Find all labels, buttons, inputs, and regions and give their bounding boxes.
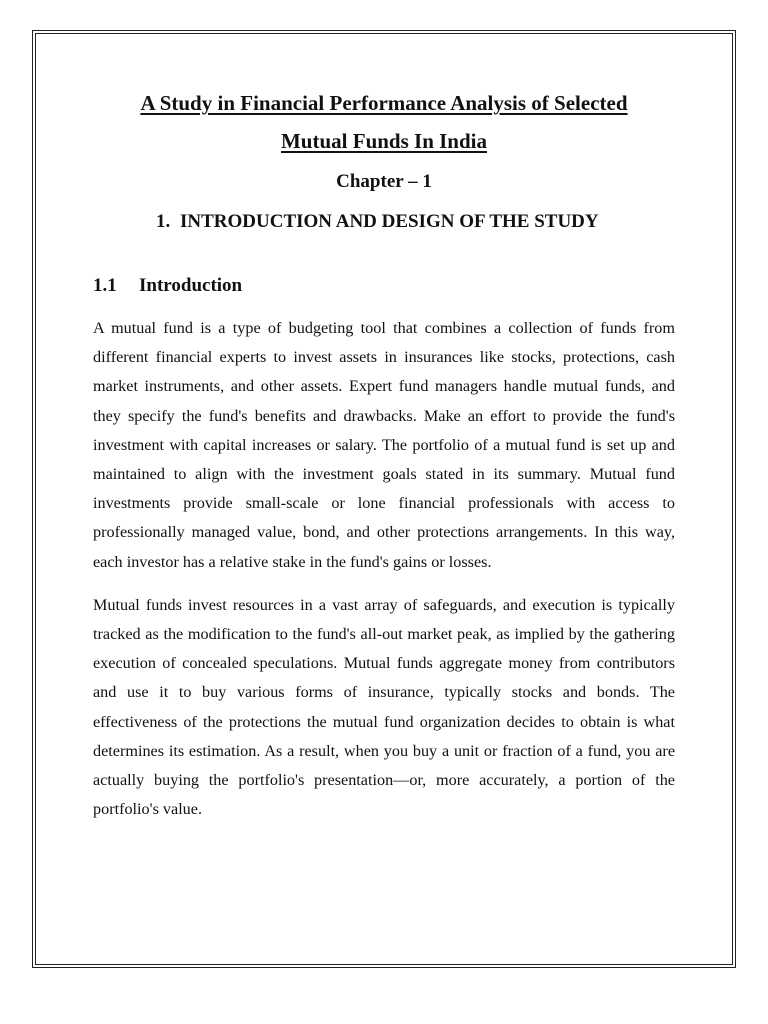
chapter-heading: Chapter – 1 — [336, 171, 432, 192]
title-line-1: A Study in Financial Performance Analysis of Selected — [140, 91, 628, 115]
subsection-number: 1.1 — [93, 275, 117, 296]
section-number: 1. — [156, 211, 171, 232]
title-line-2: Mutual Funds In India — [280, 129, 487, 153]
section-heading — [93, 210, 675, 234]
paragraph: Mutual funds invest resources in a vast array of safeguards, and execution is typically tracked as the modification to the fund's all-out market peak, as implied by the gathering execution of concealed speculations. Mutual funds aggregate money from contributors and use it to buy various forms of insurance, typically stocks and bonds. The effectiveness of the protections the mutual fund organization decides to obtain is what determines its estimation. As a result, when you buy a unit or fraction of a fund, you are actually buying the portfolio's presentation—or, more accurately, a portion of the portfolio's value. — [93, 595, 675, 819]
subsection-title: Introduction — [139, 275, 243, 296]
subsection-heading — [93, 274, 675, 298]
paragraph: A mutual fund is a type of budgeting tool that combines a collection of funds from different financial experts to invest assets in insurances like stocks, protections, cash market instruments, and other assets. Expert fund managers handle mutual funds, and they specify the fund's benefits and drawbacks. Make an effort to provide the fund's investment with capital increases or salary. The portfolio of a mutual fund is set up and maintained to align with the investment goals stated in its summary. Mutual fund investments provide small-scale or lone financial professionals with access to professionally managed value, bond, and other protections arrangements. In this way, each investor has a relative stake in the fund's gains or losses. — [93, 319, 675, 571]
document-content — [93, 84, 675, 824]
document-title — [93, 84, 675, 160]
section-title: INTRODUCTION AND DESIGN OF THE STUDY — [180, 211, 599, 232]
